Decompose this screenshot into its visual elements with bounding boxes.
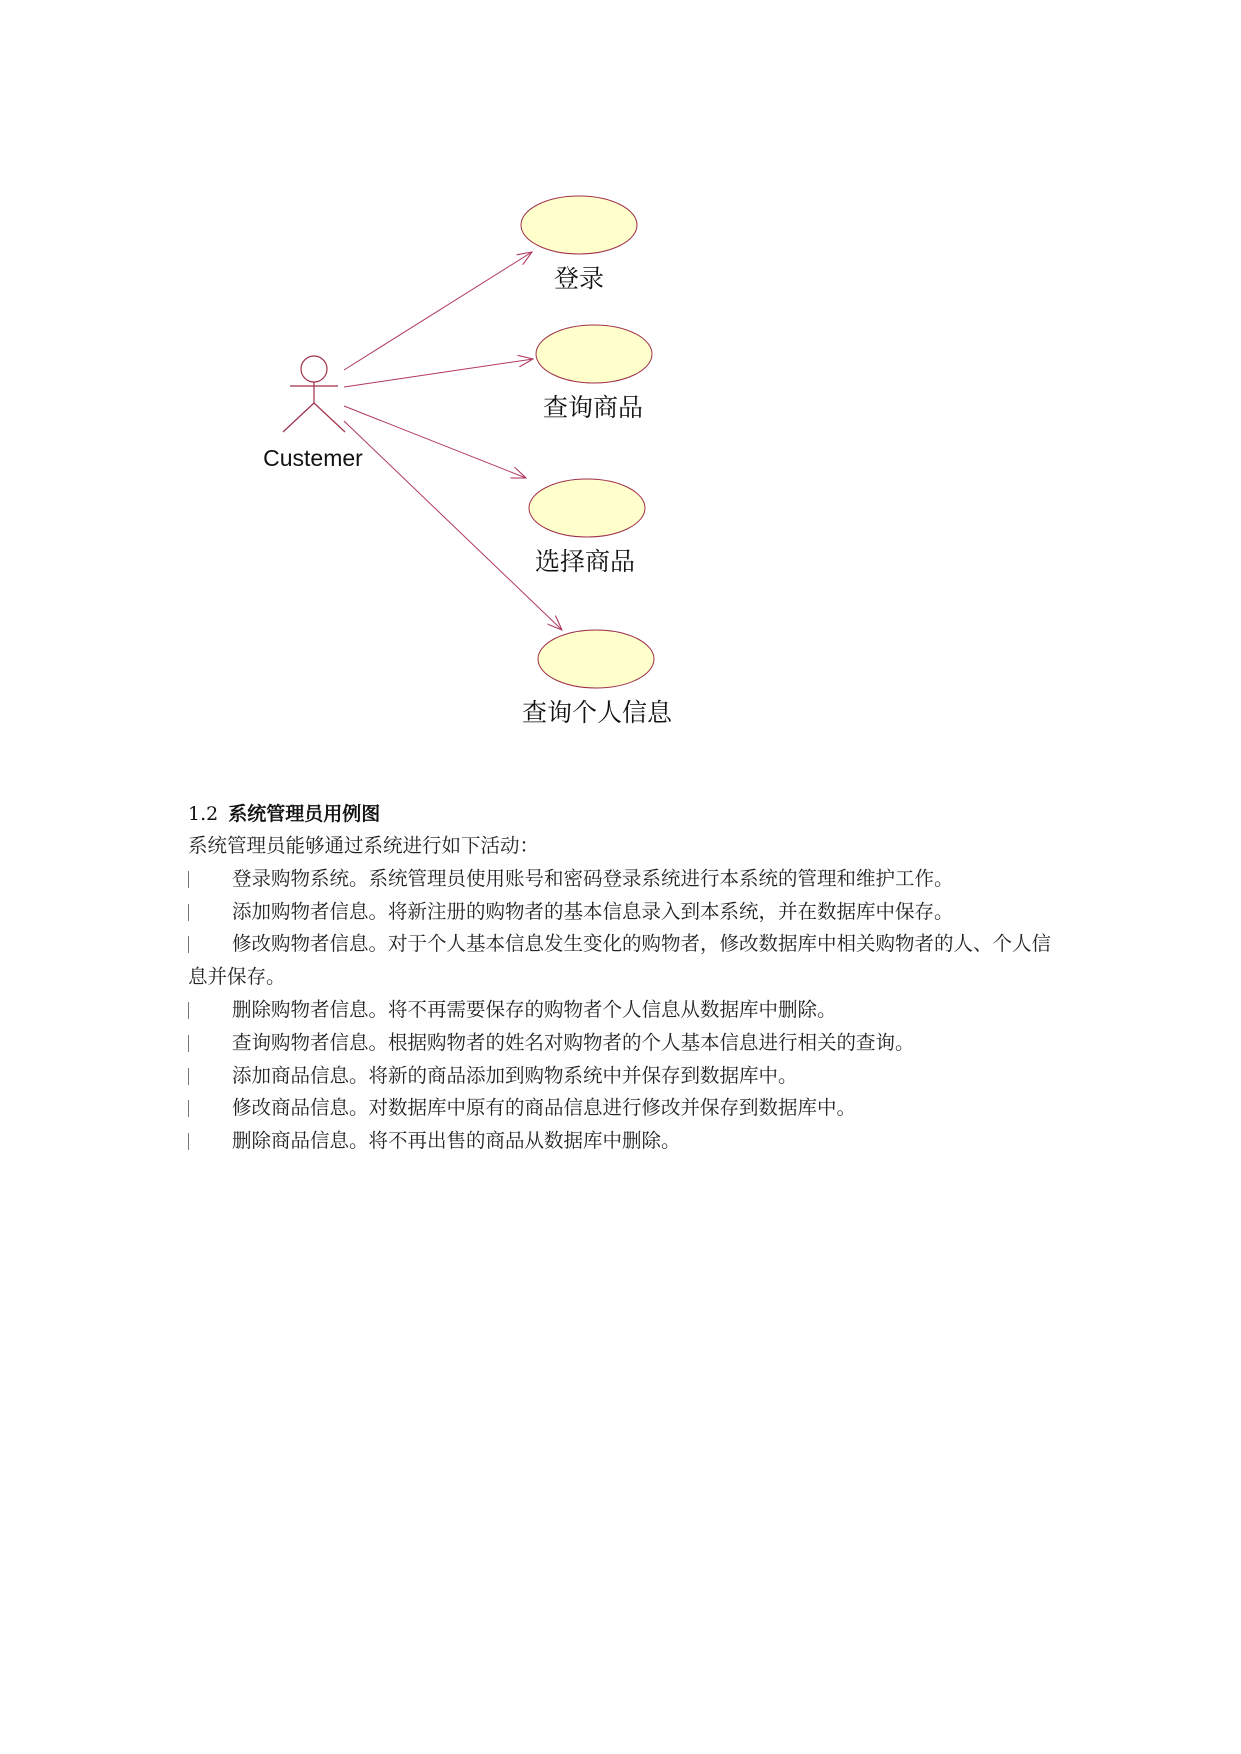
bullet-mark (188, 1068, 189, 1085)
use-case-label: 登录 (553, 264, 605, 293)
list-item (188, 994, 1088, 1027)
bullet-mark (188, 936, 189, 953)
bullet-mark (188, 1100, 189, 1117)
list-item (188, 1060, 1088, 1093)
section-intro: 系统管理员能够通过系统进行如下活动： (188, 834, 540, 857)
bullet-mark (188, 1035, 189, 1052)
use-case-diagram (0, 0, 1241, 760)
section-number: 1.2 (188, 803, 219, 825)
association-line-login (344, 252, 532, 370)
actor-figure (283, 356, 345, 432)
list-item (188, 1092, 1088, 1125)
use-case-ellipse-login (521, 196, 637, 254)
use-case-label: 选择商品 (534, 547, 636, 576)
use-case-ellipse-query-personal (538, 630, 654, 688)
list-item-text: 修改购物者信息。对于个人基本信息发生变化的购物者，修改数据库中相关购物者的人、个人信息并保存。 (188, 932, 1052, 989)
association-line-select-goods (344, 406, 526, 478)
list-item (188, 1027, 1088, 1060)
section-title: 系统管理员用例图 (228, 803, 381, 825)
list-item-text: 修改商品信息。对数据库中原有的商品信息进行修改并保存到数据库中。 (232, 1096, 857, 1120)
association-line-query-personal (344, 421, 562, 630)
use-case-label: 查询商品 (542, 393, 644, 422)
list-item (188, 896, 1088, 929)
bullet-mark (188, 1002, 189, 1019)
list-item-text: 查询购物者信息。根据购物者的姓名对购物者的个人基本信息进行相关的查询。 (232, 1030, 915, 1054)
list-item-text: 删除购物者信息。将不再需要保存的购物者个人信息从数据库中删除。 (232, 997, 837, 1021)
section-heading (188, 798, 1088, 830)
bullet-mark (188, 904, 189, 921)
bullet-mark (188, 871, 189, 888)
list-item-text: 添加商品信息。将新的商品添加到购物系统中并保存到数据库中。 (232, 1063, 798, 1087)
actor-label: Custemer (263, 445, 363, 471)
admin-use-case-section (188, 798, 1088, 1158)
use-case-ellipse-select-goods (529, 479, 645, 537)
list-item (188, 1125, 1088, 1158)
association-line-query-goods (344, 359, 533, 387)
list-item-text: 添加购物者信息。将新注册的购物者的基本信息录入到本系统，并在数据库中保存。 (232, 899, 954, 923)
bullet-mark (188, 1133, 189, 1150)
list-item (188, 928, 1068, 994)
list-item-text: 登录购物系统。系统管理员使用账号和密码登录系统进行本系统的管理和维护工作。 (232, 866, 954, 890)
use-case-label: 查询个人信息 (521, 698, 673, 727)
list-item (188, 863, 1088, 896)
list-item-text: 删除商品信息。将不再出售的商品从数据库中删除。 (232, 1129, 681, 1153)
use-case-ellipse-query-goods (536, 325, 652, 383)
